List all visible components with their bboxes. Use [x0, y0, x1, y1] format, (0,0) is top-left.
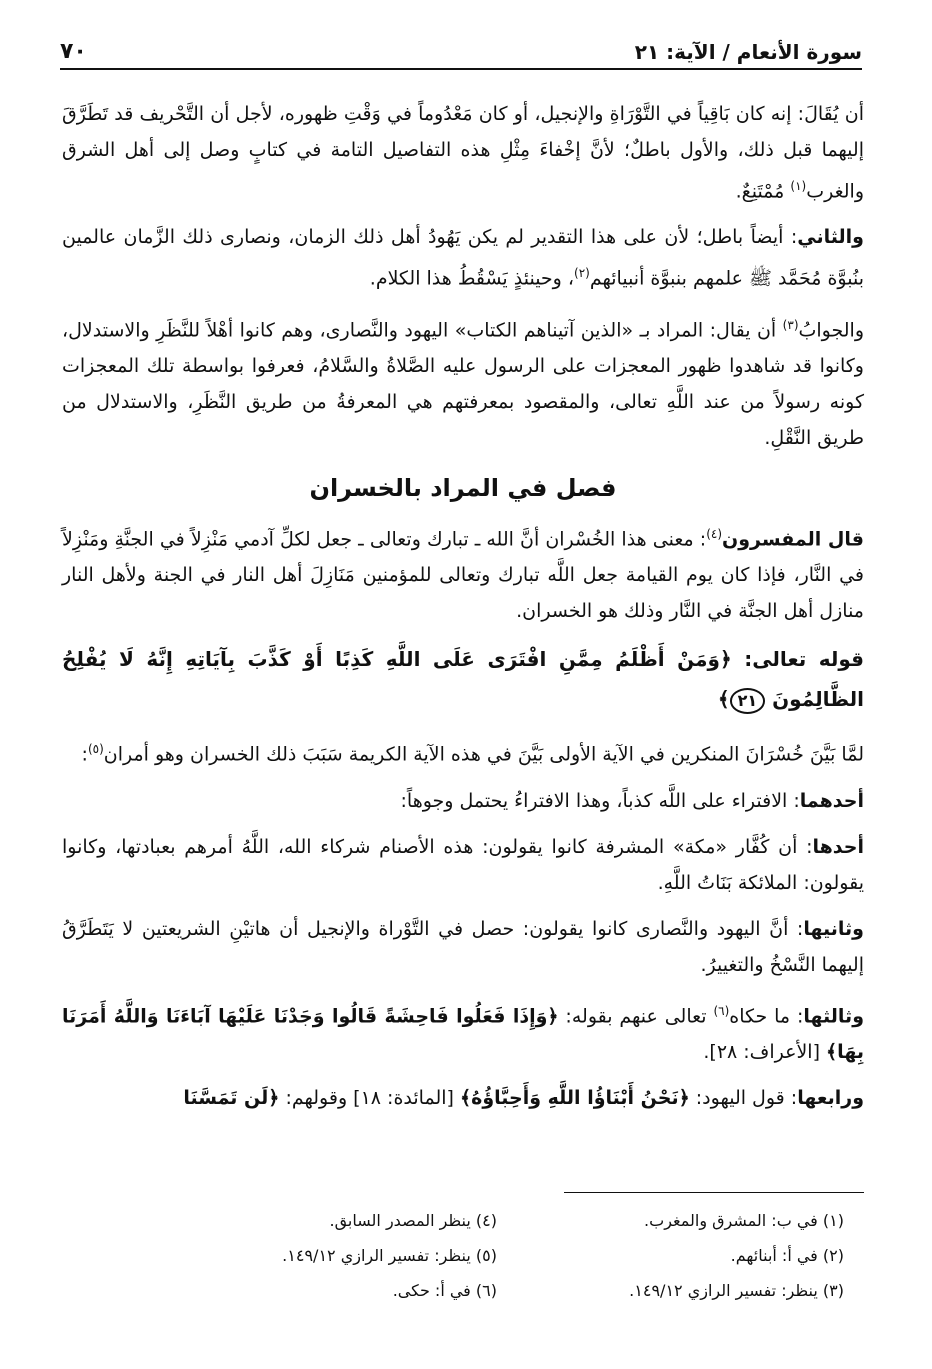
paragraph-3: [62, 307, 864, 456]
paragraph-way-4: [62, 1080, 864, 1116]
ayah-number-mark: ٢١: [730, 688, 766, 714]
paragraph-5-end: :: [81, 743, 88, 766]
page-header: [60, 34, 862, 70]
way-3-quran: ﴿وَإِذَا فَعَلُوا فَاحِشَةً قَالُوا وَجَدْنَا عَلَيْهَا آبَاءَنَا وَاللَّهُ أَمَرَنَا بِهَا﴾: [62, 1004, 864, 1063]
way-2-text: : أنَّ اليهود والنَّصارى كانوا يقولون: حصل في التَّوْراة والإنجيل أن هاتيْنِ الشريعتين لا يَتَطَرَّقُ إليهما النَّسْخُ والتغييرُ.: [62, 917, 864, 976]
way-2-lead: وثانيها: [803, 917, 864, 940]
way-4-lead: ورابعها: [797, 1086, 864, 1109]
footnote-2: (٢) في أ: أبنائهم.: [730, 1246, 844, 1265]
paragraph-2-lead: والثاني: [797, 226, 864, 249]
verse-block: [62, 639, 864, 719]
page-number: ٧٠: [60, 39, 87, 64]
footnote-ref-5: (٥): [87, 742, 104, 757]
footnote-ref-1: (١): [790, 179, 807, 193]
way-3-text-a: : ما حكاه: [729, 1004, 804, 1027]
way-4-text-a: : قول اليهود:: [689, 1086, 798, 1109]
way-3-ref: [الأعراف: ٢٨].: [703, 1040, 827, 1063]
paragraph-way-1: [62, 829, 864, 901]
verse-text: ﴿وَمَنْ أَظْلَمُ مِمَّنِ افْتَرَى عَلَى اللَّهِ كَذِبًا أَوْ كَذَّبَ بِآيَاتِهِ إِنَّهُ لَا يُفْلِحُ الظَّالِمُونَ: [62, 647, 864, 712]
footnote-ref-6: (٦): [713, 1003, 730, 1018]
way-4-quran-1: ﴿نَحْنُ أَبْنَاؤُا اللَّهِ وَأَحِبَّاؤُهُ﴾: [459, 1086, 690, 1109]
first-reason-text: : الافتراء على اللَّه كذباً، وهذا الافتراءُ يحتمل وجوهاً:: [400, 789, 800, 812]
paragraph-first-reason: [62, 783, 864, 819]
paragraph-1-end: مُمْتَنِعٌ.: [735, 180, 791, 203]
paragraph-way-3: [62, 993, 864, 1070]
way-3-lead: وثالثها: [803, 1004, 865, 1027]
first-reason-lead: أحدهما: [799, 789, 864, 812]
paragraph-4-text: : معنى هذا الخُسْران أنَّ الله ـ تبارك وتعالى ـ جعل لكلِّ آدمي مَنْزِلاً في الجنَّةِ ومَنْزِلاً في النَّار، فإذا كان يوم القيامة جعل اللَّه تبارك وتعالى للمؤمنين مَنَازِلَ أهل النار في الجنة ولأهل النار منازل أهل الجنَّة في النَّار وذلك هو الخسران.: [62, 528, 864, 623]
verse-intro: قوله تعالى:: [731, 647, 865, 672]
paragraph-4: [62, 516, 864, 629]
paragraph-3-text: أن يقال: المراد بـ «الذين آتيناهم الكتاب» اليهود والنَّصارى، وهم كانوا أهْلاً للنَّظَرِ والاستدلال، وكانوا قد شاهدوا ظهور المعجزات على الرسول عليه الصَّلاةُ والسَّلامُ، فعرفوا بواسطة تلك المعجزات كونه رسولاً من عند اللَّهِ تعالى، والمقصود بمعرفتهم هي المعرفةُ من طريق النَّظَرِ، والاستدلال من طريق النَّقْلِ.: [62, 318, 864, 449]
page-body: [62, 96, 864, 1126]
section-heading: فصل في المراد بالخسران: [309, 473, 617, 502]
paragraph-2: [62, 219, 864, 296]
way-1-text: : أن كُفَّار «مكة» المشرفة كانوا يقولون: هذه الأصنام شركاء الله، اللَّهُ أمرهم بعبادتها، وكانوا يقولون: الملائكة بَنَاتُ اللَّهِ.: [62, 835, 864, 894]
way-3-text-b: تعالى عنهم بقوله:: [558, 1004, 714, 1027]
paragraph-5-text: لمَّا بَيَّنَ خُسْرَانَ المنكرين في الآية الأولى بَيَّنَ في هذه الآية الكريمة سَبَبَ ذلك الخسران وهو أمران: [103, 743, 864, 766]
footnote-6: (٦) في أ: حكى.: [392, 1281, 497, 1300]
footnote-1: (١) في ب: المشرق والمغرب.: [644, 1211, 844, 1230]
running-title: سورة الأنعام / الآية: ٢١: [634, 40, 862, 64]
footnote-ref-2: (٢): [574, 266, 590, 281]
footnotes: [150, 1203, 844, 1308]
verse-close: ﴾: [717, 687, 730, 712]
paragraph-4-lead: قال المفسرون: [722, 528, 864, 551]
paragraph-3-start: والجوابُ: [798, 318, 864, 341]
paragraph-2-end: ، وحينئذٍ يَسْقُطُ هذا الكلام.: [369, 267, 575, 290]
paragraph-way-2: [62, 911, 864, 983]
footnote-4: (٤) ينظر المصدر السابق.: [329, 1211, 497, 1230]
paragraph-1: [62, 96, 864, 209]
way-4-quran-2: ﴿لَن تَمَسَّنَا: [183, 1086, 280, 1109]
way-1-lead: أحدها: [812, 835, 864, 858]
footnote-ref-4: (٤): [706, 526, 723, 541]
way-4-text-b: [المائدة: ١٨] وقولهم:: [279, 1086, 460, 1109]
paragraph-5: [62, 731, 864, 772]
paragraph-2-text: : أيضاً باطل؛ لأن على هذا التقدير لم يكن يَهُودُ أهل ذلك الزمان، ونصارى ذلك الزَّمان عالمين بنُبوَّة مُحَمَّد ﷺ علمهم بنبوَّة أنبيائهم: [62, 226, 864, 290]
footnote-separator: [564, 1192, 864, 1193]
footnote-5: (٥) ينظر: تفسير الرازي ١٤٩/١٢.: [282, 1246, 497, 1265]
footnote-ref-3: (٣): [782, 317, 799, 332]
paragraph-1-text: أن يُقَالَ: إنه كان بَاقِياً في التَّوْرَاةِ والإنجيل، أو كان مَعْدُوماً في وَقْتِ ظهوره، لأجل أن التَّحْريف قد تَطَرَّقَ إليهما قبل ذلك، والأول باطلٌ؛ لأنَّ إخْفاءَ مِثْلِ هذه التفاصيل التامة في كتابٍ وصل إلى أهل الشرق والغرب: [62, 103, 864, 203]
footnote-3: (٣) ينظر: تفسير الرازي ١٤٩/١٢.: [629, 1281, 844, 1300]
